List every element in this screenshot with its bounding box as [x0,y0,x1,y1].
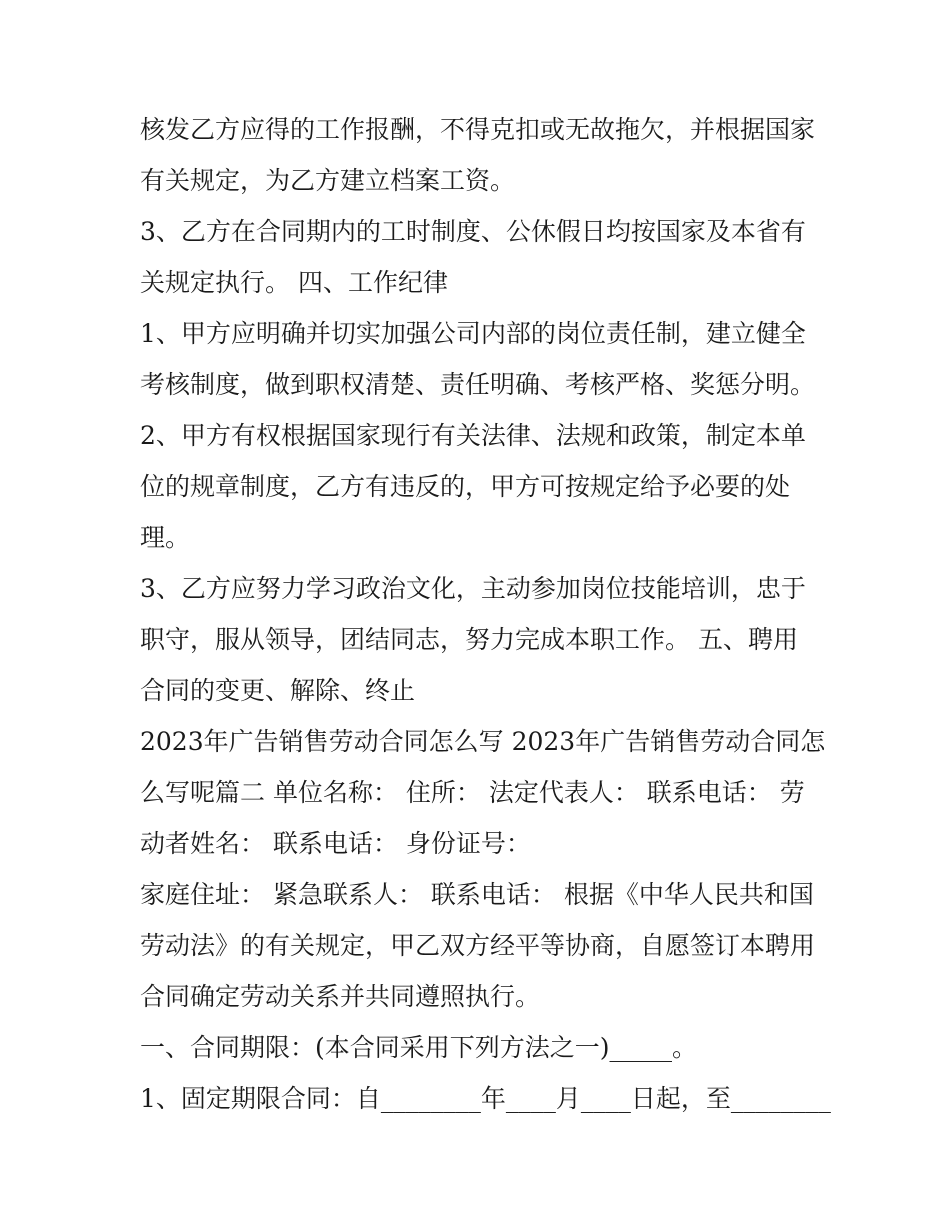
document-body [140,104,831,1124]
text-line: 一、合同期限：(本合同采用下列方法之一)_____。 [140,1033,698,1062]
text-line: 考核制度，做到职权清楚、责任明确、考核严格、奖惩分明。 [140,370,816,399]
text-line: 合同确定劳动关系并共同遵照执行。 [140,982,541,1011]
text-line: 位的规章制度，乙方有违反的，甲方可按规定给予必要的处 [140,472,791,501]
text-line: 劳动法》的有关规定，甲乙双方经平等协商，自愿签订本聘用 [140,931,816,960]
text-line: 3、乙方应努力学习政治文化，主动参加岗位技能培训，忠于 [140,574,806,603]
text-line: 1、固定期限合同：自________年____月____日起，至________ [140,1084,831,1113]
text-line: 理。 [140,523,191,552]
text-line: 核发乙方应得的工作报酬，不得克扣或无故拖欠，并根据国家 [140,115,816,144]
text-line: 3、乙方在合同期内的工时制度、公休假日均按国家及本省有 [140,217,806,246]
text-line: 有关规定，为乙方建立档案工资。 [140,166,516,195]
text-line: 关规定执行。 四、工作纪律 [140,268,448,297]
text-line: 2023年广告销售劳动合同怎么写 2023年广告销售劳动合同怎 [140,727,826,756]
text-line: 2、甲方有权根据国家现行有关法律、法规和政策，制定本单 [140,421,806,450]
text-line: 1、甲方应明确并切实加强公司内部的岗位责任制，建立健全 [140,319,806,348]
text-line: 职守，服从领导，团结同志，努力完成本职工作。 五、聘用 [140,625,798,654]
text-line: 动者姓名： 联系电话： 身份证号： [140,829,531,858]
text-line: 么写呢篇二 单位名称： 住所： 法定代表人： 联系电话： 劳 [140,778,805,807]
text-line: 家庭住址： 紧急联系人： 联系电话： 根据《中华人民共和国 [140,880,814,909]
text-line: 合同的变更、解除、终止 [140,676,416,705]
